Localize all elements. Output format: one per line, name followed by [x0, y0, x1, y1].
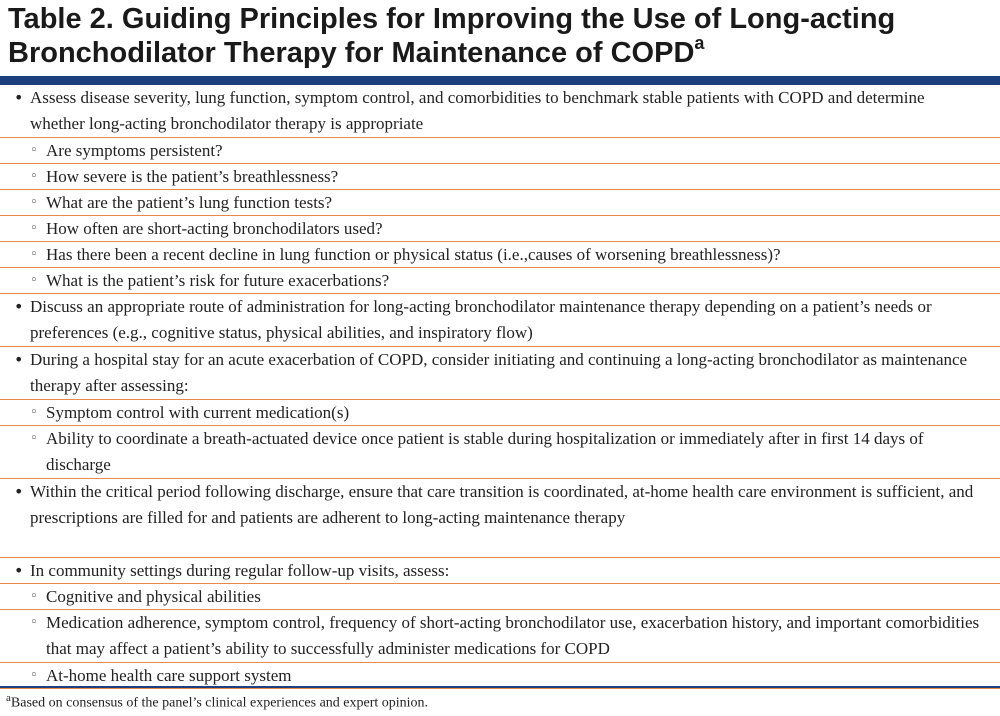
- list-subitem: [0, 242, 1000, 268]
- list-subitem-text: How severe is the patient’s breathlessness?: [46, 167, 339, 186]
- bullet-icon: •: [14, 561, 24, 580]
- footnote-text: Based on consensus of the panel’s clinical experiences and expert opinion.: [10, 695, 429, 711]
- sub-bullet-icon: ◦: [30, 195, 38, 210]
- footnote-marker: a: [6, 692, 11, 704]
- list-subitem-text: At-home health care support system: [46, 666, 292, 685]
- list-item: [0, 479, 1000, 558]
- list-subitem-text: Symptom control with current medication(s): [46, 403, 350, 422]
- list-subitem: [0, 190, 1000, 216]
- table-title: [8, 2, 998, 70]
- list-subitem-text: Has there been a recent decline in lung function or physical status (i.e.,causes of worsening breathlessness)?: [46, 245, 781, 264]
- list-subitem: [0, 426, 1000, 479]
- list-subitem-text: Medication adherence, symptom control, frequency of short-acting bronchodilator use, exacerbation history, and important comorbidities that may affect a patient’s ability to successfully administer medications for COPD: [46, 613, 980, 658]
- list-subitem: [0, 138, 1000, 164]
- title-footnote-marker: a: [694, 33, 705, 54]
- sub-bullet-icon: ◦: [30, 668, 38, 683]
- list-item-text: Assess disease severity, lung function, symptom control, and comorbidities to benchmark stable patients with COPD and determine whether long-acting bronchodilator therapy is appropriate: [30, 88, 925, 133]
- sub-bullet-icon: ◦: [30, 431, 38, 446]
- table-footnote: [0, 686, 1000, 716]
- list-item: [0, 558, 1000, 584]
- sub-bullet-icon: ◦: [30, 221, 38, 236]
- list-subitem: [0, 268, 1000, 294]
- table-title-text: Table 2. Guiding Principles for Improving the Use of Long-acting Bronchodilator Therapy for Maintenance of COPD: [8, 3, 896, 69]
- list-subitem-text: Cognitive and physical abilities: [46, 587, 261, 606]
- sub-bullet-icon: ◦: [30, 247, 38, 262]
- list-item-text: During a hospital stay for an acute exacerbation of COPD, consider initiating and continuing a long-acting bronchodilator as maintenance therapy after assessing:: [30, 350, 968, 395]
- principles-list: [0, 85, 1000, 689]
- list-subitem: [0, 400, 1000, 426]
- list-item-text: Discuss an appropriate route of administration for long-acting bronchodilator maintenance therapy depending on a patient’s needs or preferences (e.g., cognitive status, physical abilities, and inspiratory flow): [30, 297, 932, 342]
- sub-bullet-icon: ◦: [30, 169, 38, 184]
- list-subitem-text: Ability to coordinate a breath-actuated device once patient is stable during hospitalization or immediately after in first 14 days of discharge: [46, 429, 924, 474]
- list-item: [0, 294, 1000, 347]
- list-subitem: [0, 216, 1000, 242]
- list-subitem: [0, 164, 1000, 190]
- bullet-icon: •: [14, 482, 24, 501]
- header-rule: [0, 76, 1000, 85]
- list-item-text: In community settings during regular follow-up visits, assess:: [30, 561, 450, 580]
- sub-bullet-icon: ◦: [30, 615, 38, 630]
- bullet-icon: •: [14, 88, 24, 107]
- list-subitem: [0, 610, 1000, 663]
- list-item: [0, 85, 1000, 138]
- list-item-text: Within the critical period following discharge, ensure that care transition is coordinated, at-home health care environment is sufficient, and prescriptions are filled for and patients are adherent to long-acting maintenance therapy: [30, 482, 974, 527]
- sub-bullet-icon: ◦: [30, 589, 38, 604]
- list-subitem: [0, 584, 1000, 610]
- sub-bullet-icon: ◦: [30, 273, 38, 288]
- list-subitem-text: What is the patient’s risk for future exacerbations?: [46, 271, 390, 290]
- list-subitem-text: Are symptoms persistent?: [46, 141, 223, 160]
- sub-bullet-icon: ◦: [30, 405, 38, 420]
- list-subitem-text: What are the patient’s lung function tests?: [46, 193, 333, 212]
- bullet-icon: •: [14, 297, 24, 316]
- sub-bullet-icon: ◦: [30, 143, 38, 158]
- bullet-icon: •: [14, 350, 24, 369]
- list-subitem-text: How often are short-acting bronchodilators used?: [46, 219, 383, 238]
- list-item: [0, 347, 1000, 400]
